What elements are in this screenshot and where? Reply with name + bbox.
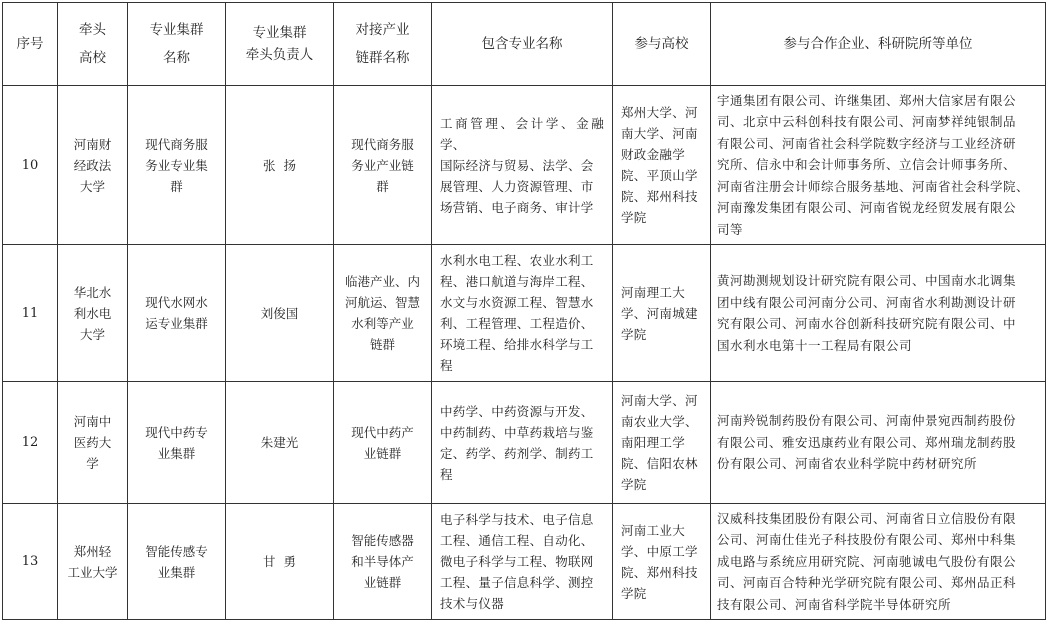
- cell-line: 司等: [717, 221, 744, 237]
- cell-line: 河南大学、河: [621, 393, 698, 408]
- cell-line: 智能传感器: [351, 533, 414, 548]
- cell-line: 牵头: [79, 22, 106, 38]
- row-cluster-name: [128, 382, 226, 504]
- cell-line: 场营销、电子商务、审计学: [440, 199, 594, 215]
- cell-line: 院、郑州科技: [621, 564, 698, 580]
- cell-line: 环境工程、给排水科学与工: [440, 337, 594, 352]
- cell-line: 大学: [79, 326, 105, 342]
- cell-line: 工商管理、会计学、金融学、: [440, 115, 604, 152]
- cell-line: 牵头负责人: [245, 47, 314, 63]
- cell-line: 链群名称: [355, 50, 410, 66]
- row-schools: [613, 504, 711, 620]
- cluster-table: [2, 2, 1046, 620]
- row-cluster-lead: 刘俊国: [226, 245, 334, 382]
- cell-line: 院、信阳农林: [621, 456, 698, 471]
- header-industry-chain: [334, 3, 432, 86]
- cell-line: 微电子科学与工程、物联网: [440, 554, 594, 569]
- header-lead-school: [58, 3, 128, 86]
- cell-line: 和半导体产: [351, 554, 414, 569]
- row-partners: [711, 504, 1046, 620]
- row-industry-chain: [334, 504, 432, 620]
- cell-line: 技术与仪器: [440, 596, 505, 611]
- cell-line: 定、药学、药剂学、制药工: [440, 445, 594, 461]
- cell-line: 群: [170, 178, 183, 194]
- row-lead-school: [58, 245, 128, 382]
- cell-line: 程、港口航道与海岸工程、: [440, 274, 594, 289]
- cell-line: 华北水: [73, 284, 112, 300]
- cell-line: 名称: [163, 50, 190, 66]
- cell-line: 河南工业大: [621, 522, 686, 538]
- cell-line: 学院: [621, 210, 647, 225]
- header-index: [3, 3, 58, 86]
- row-cluster-lead: 朱建光: [226, 382, 334, 504]
- table-row: [3, 504, 1046, 620]
- cell-line: 院、郑州科技: [621, 189, 698, 204]
- cell-line: 郑州轻: [73, 543, 112, 559]
- cell-line: 有限公司、雅安迅康药业有限公司、郑州瑞龙制药股: [717, 434, 1017, 450]
- cell-line: 学: [86, 456, 99, 471]
- cell-line: 工业大学: [67, 564, 118, 580]
- cell-line: 业链群: [363, 575, 402, 590]
- cell-line: 国水利水电第十一工程局有限公司: [717, 337, 913, 353]
- cell-line: 包含专业名称: [481, 36, 563, 52]
- cell-line: 对接产业: [355, 22, 410, 38]
- cell-line: 业集群: [157, 445, 196, 461]
- row-industry-chain: [334, 245, 432, 382]
- cell-line: 院、平顶山学: [621, 168, 698, 183]
- cell-line: 电子科学与技术、电子信息: [440, 512, 594, 527]
- cell-line: 河南豫发集团有限公司、河南省锐龙经贸发展有限公: [717, 200, 1017, 216]
- row-cluster-lead: 甘 勇: [226, 504, 334, 620]
- header-cluster-lead: [226, 3, 334, 86]
- row-lead-school: [58, 504, 128, 620]
- cell-line: 大学: [79, 178, 105, 194]
- row-majors: [432, 504, 613, 620]
- cell-line: 国际经济与贸易、法学、会: [440, 157, 594, 173]
- cell-line: 参与合作企业、科研院所等单位: [783, 36, 973, 52]
- row-cluster-name: [128, 504, 226, 620]
- cell-line: 高校: [79, 50, 106, 66]
- cell-line: 现代中药专: [145, 424, 208, 440]
- cell-line: 工程、通信工程、自动化、: [440, 533, 594, 548]
- cell-line: 学、中原工学: [621, 543, 698, 559]
- table-row: [3, 86, 1046, 245]
- row-partners: [711, 86, 1046, 245]
- cell-line: 专业集群: [149, 22, 204, 38]
- cell-line: 技有限公司、河南省科学院半导体研究所: [717, 596, 952, 612]
- cell-line: 学、河南城建: [621, 305, 698, 321]
- header-cluster-name: [128, 3, 226, 86]
- cell-line: 运专业集群: [145, 316, 208, 331]
- row-partners: [711, 245, 1046, 382]
- cell-line: 临港产业、内: [344, 274, 420, 289]
- cell-line: 份有限公司、河南省农业科学院中药材研究所: [717, 456, 978, 472]
- cell-line: 现代中药产: [351, 424, 414, 440]
- cell-line: 学院: [621, 477, 647, 492]
- cell-line: 序号: [16, 36, 44, 52]
- cell-line: 司、河南百合特种光学研究院有限公司、郑州品正科: [717, 575, 1017, 591]
- cell-line: 智能传感专: [145, 543, 208, 559]
- cell-line: 河航运、智慧: [344, 295, 420, 310]
- row-industry-chain: [334, 86, 432, 245]
- cell-line: 汉威科技集团股份有限公司、河南省日立信股份有限: [717, 510, 1017, 526]
- row-majors: [432, 245, 613, 382]
- row-index: 13: [3, 504, 58, 620]
- row-schools: [613, 382, 711, 504]
- cell-line: 有限公司、河南省社会科学院数字经济与工业经济研: [717, 135, 1017, 151]
- cell-line: 河南羚锐制药股份有限公司、河南仲景宛西制药股份: [717, 413, 1017, 429]
- cell-line: 工程、量子信息科学、测控: [440, 575, 594, 590]
- cell-line: 利水电: [73, 305, 112, 321]
- row-index: 12: [3, 382, 58, 504]
- cell-line: 财政金融学: [621, 147, 686, 162]
- cell-line: 中药制药、中草药栽培与鉴: [440, 424, 594, 440]
- cell-line: 务业专业集: [145, 157, 208, 173]
- header-row: [3, 3, 1046, 86]
- cell-line: 学院: [621, 326, 647, 342]
- cell-line: 南农业大学、: [621, 414, 698, 429]
- cell-line: 业集群: [157, 564, 196, 580]
- cell-line: 宇通集团有限公司、许继集团、郑州大信家居有限公: [717, 92, 1017, 108]
- cell-line: 程: [440, 358, 453, 373]
- row-schools: [613, 245, 711, 382]
- cell-line: 究所、信永中和会计师事务所、立信会计师事务所、: [717, 157, 1017, 173]
- row-schools: [613, 86, 711, 245]
- cell-line: 业链群: [363, 445, 402, 461]
- cell-line: 黄河勘测规划设计研究院有限公司、中国南水北调集: [717, 273, 1017, 288]
- cell-line: 河南理工大: [621, 284, 686, 300]
- cell-line: 中药学、中药资源与开发、: [440, 403, 594, 419]
- table-row: [3, 382, 1046, 504]
- row-cluster-name: [128, 86, 226, 245]
- cell-line: 展管理、人力资源管理、市: [440, 178, 594, 194]
- cell-line: 务业产业链: [351, 157, 414, 173]
- cell-line: 专业集群: [252, 25, 307, 41]
- cell-line: 南大学、河南: [621, 126, 698, 141]
- cell-line: 司、北京中云科创科技有限公司、河南梦祥纯银制品: [717, 114, 1017, 130]
- cell-line: 现代商务服: [145, 136, 208, 152]
- row-majors: [432, 382, 613, 504]
- cell-line: 水文与水资源工程、智慧水: [440, 295, 594, 310]
- cell-line: 经政法: [73, 157, 112, 173]
- cell-line: 利、工程管理、工程造价、: [440, 316, 594, 331]
- cell-line: 程: [440, 466, 453, 482]
- row-majors: [432, 86, 613, 245]
- header-partners: [711, 3, 1046, 86]
- row-index: 10: [3, 86, 58, 245]
- header-schools: [613, 3, 711, 86]
- cell-line: 参与高校: [634, 36, 689, 52]
- cell-line: 南阳理工学: [621, 435, 686, 450]
- cell-line: 公司、河南仕佳光子科技股份有限公司、郑州中科集: [717, 532, 1017, 548]
- row-industry-chain: [334, 382, 432, 504]
- cell-line: 究有限公司、河南水谷创新科技研究院有限公司、中: [717, 316, 1017, 331]
- row-index: 11: [3, 245, 58, 382]
- row-partners: [711, 382, 1046, 504]
- cell-line: 学院: [621, 585, 647, 601]
- cell-line: 水利水电工程、农业水利工: [440, 253, 594, 268]
- cell-line: 现代水网水: [145, 295, 208, 310]
- row-cluster-lead: 张 扬: [226, 86, 334, 245]
- cell-line: 群: [376, 178, 389, 194]
- table-row: [3, 245, 1046, 382]
- cell-line: 团中线有限公司河南分公司、河南省水利勘测设计研: [717, 294, 1017, 310]
- cell-line: 医药大: [73, 435, 112, 450]
- cell-line: 河南中: [73, 414, 112, 429]
- cell-line: 链群: [369, 337, 395, 352]
- cell-line: 河南省注册会计师综合服务基地、河南省社会科学院、: [717, 178, 1030, 194]
- cell-line: 现代商务服: [351, 136, 414, 152]
- header-majors: [432, 3, 613, 86]
- cell-line: 河南财: [73, 136, 112, 152]
- cell-line: 水利等产业: [351, 316, 414, 331]
- cell-line: 郑州大学、河: [621, 105, 698, 120]
- row-lead-school: [58, 86, 128, 245]
- row-lead-school: [58, 382, 128, 504]
- row-cluster-name: [128, 245, 226, 382]
- cell-line: 成电路与系统应用研究院、河南驰诚电气股份有限公: [717, 553, 1017, 569]
